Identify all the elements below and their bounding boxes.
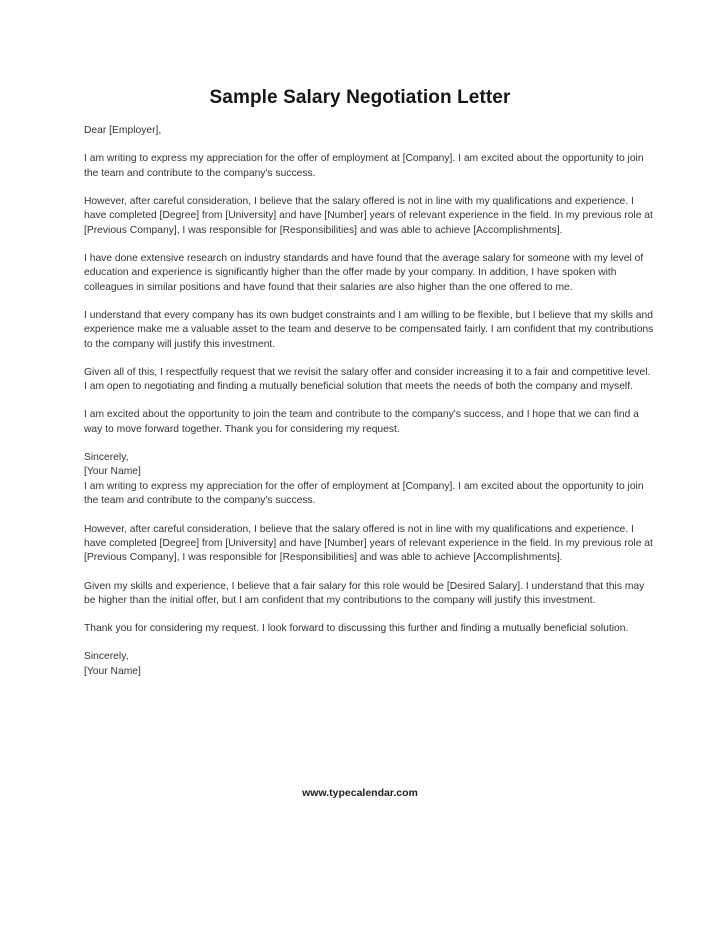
paragraph-6: I am excited about the opportunity to join the team and contribute to the company's success, and I hope that we can find a way to move forward together. Thank you for considering my request.	[84, 409, 639, 435]
paragraph-7: I am writing to express my appreciation for the offer of employment at [Company]. I am excited about the opportunity to join the team and contribute to the company's success.	[84, 480, 644, 507]
paragraph-9: Given my skills and experience, I believe that a fair salary for this role would be [Desired Salary]. I understand that this may be higher than the initial offer, but I am confident that my contributions to the company will justify this investment.	[84, 580, 645, 606]
signature-name-2: [Your Name]	[84, 665, 141, 677]
closing-1: Sincerely,	[84, 452, 129, 464]
paragraph-1: I am writing to express my appreciation for the offer of employment at [Company]. I am excited about the opportunity to join the team and contribute to the company's success.	[84, 153, 644, 179]
paragraph-10: Thank you for considering my request. I look forward to discussing this further and finding a mutually beneficial solution.	[84, 623, 629, 635]
closing-2: Sincerely,	[84, 651, 129, 663]
paragraph-8: However, after careful consideration, I believe that the salary offered is not in line with my qualifications and experience. I have completed [Degree] from [University] and have [Number] years of relevant experience in the field. In my previous role at [Previous Company], I was responsible for [Responsibilities] and was able to achieve [Accomplishments].	[84, 523, 653, 564]
paragraph-5: Given all of this, I respectfully request that we revisit the salary offer and consider increasing it to a fair and competitive level. I am open to negotiating and finding a mutually beneficial solution that meets the needs of both the company and myself.	[84, 366, 651, 393]
signature-name-1: [Your Name]	[84, 466, 141, 478]
paragraph-4: I understand that every company has its own budget constraints and I am willing to be flexible, but I believe that my skills and experience make me a valuable asset to the team and deserve to be compensated fairly. I am confident that my contributions to the company will justify this investment.	[84, 309, 654, 350]
paragraph-2: However, after careful consideration, I believe that the salary offered is not in line with my qualifications and experience. I have completed [Degree] from [University] and have [Number] years of relevant experience in the field. In my previous role at [Previous Company], I was responsible for [Responsibilities] and was able to achieve [Accomplishments].	[84, 195, 653, 236]
greeting: Dear [Employer],	[84, 125, 162, 136]
letter-body	[84, 124, 654, 679]
footer-website: www.typecalendar.com	[302, 787, 418, 799]
document-title: Sample Salary Negotiation Letter	[209, 87, 511, 108]
paragraph-3: I have done extensive research on industry standards and have found that the average salary for someone with my level of education and experience is significantly higher than the offer made by your company. In addition, I have spoken with colleagues in similar positions and have found that their salaries are also higher than the one offered to me.	[84, 252, 644, 293]
